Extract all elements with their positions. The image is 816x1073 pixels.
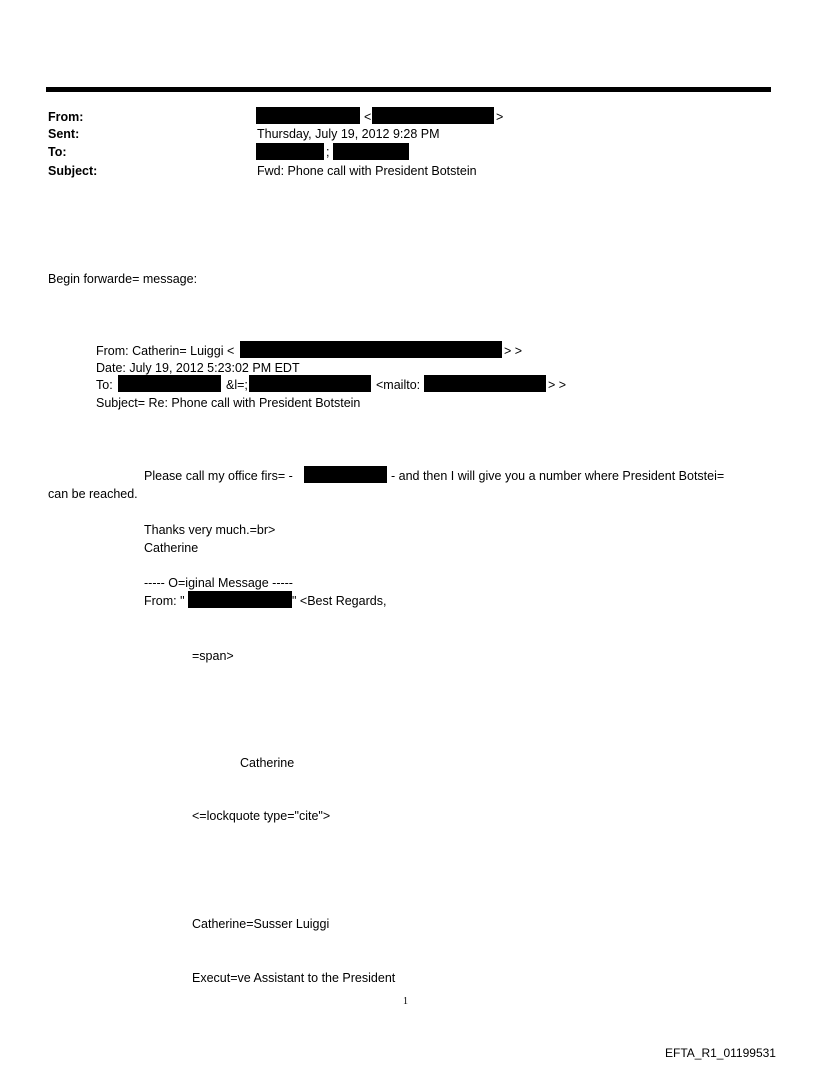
- redaction: [118, 375, 221, 392]
- document-id: EFTA_R1_01199531: [665, 1046, 776, 1060]
- signature-title: Execut=ve Assistant to the President: [192, 971, 396, 985]
- original-message-header: ----- O=iginal Message -----: [144, 576, 293, 590]
- call-line-c: can be reached.: [48, 487, 138, 501]
- redaction: [188, 591, 292, 608]
- fwd-to-tail: > >: [548, 378, 567, 392]
- subject-label: Subject:: [48, 164, 98, 178]
- signature-second: Catherine: [240, 756, 295, 770]
- orig-from-b: " <Best Regards,: [292, 594, 387, 608]
- sent-label: Sent:: [48, 127, 80, 141]
- call-line-b: - and then I will give you a number where President Botstei=: [391, 469, 725, 483]
- begin-forward: Begin forwarde= message:: [48, 272, 198, 286]
- to-label: To:: [48, 145, 67, 159]
- fwd-mailto: <mailto:: [376, 378, 421, 392]
- fwd-date: Date: July 19, 2012 5:23:02 PM EDT: [96, 361, 300, 375]
- subject-value: Fwd: Phone call with President Botstein: [257, 164, 477, 178]
- redaction: [249, 375, 371, 392]
- orig-from-a: From: ": [144, 594, 185, 608]
- fwd-subject: Subject= Re: Phone call with President Botstein: [96, 396, 361, 410]
- redaction: [256, 107, 360, 124]
- fwd-to-label: To:: [96, 378, 113, 392]
- signature-fullname: Catherine=Susser Luiggi: [192, 917, 330, 931]
- sent-value: Thursday, July 19, 2012 9:28 PM: [257, 127, 440, 141]
- call-line-a: Please call my office firs= -: [144, 469, 293, 483]
- redaction: [333, 143, 409, 160]
- from-lt: <: [364, 110, 372, 124]
- signature-first: Catherine: [144, 541, 199, 555]
- span-fragment: =span>: [192, 649, 234, 663]
- redaction: [304, 466, 387, 483]
- fwd-from-tail: > >: [504, 344, 523, 358]
- fwd-to-mid: &l=;: [226, 378, 248, 392]
- from-label: From:: [48, 110, 84, 124]
- page-number: 1: [403, 996, 408, 1007]
- fwd-from: From: Catherin= Luiggi <: [96, 344, 235, 358]
- from-gt: >: [496, 110, 504, 124]
- header-rule: [46, 87, 771, 92]
- blockquote-fragment: <=lockquote type="cite">: [192, 809, 331, 823]
- to-separator: ;: [326, 145, 330, 159]
- redaction: [240, 341, 502, 358]
- thanks-line: Thanks very much.=br>: [144, 523, 276, 537]
- redaction: [424, 375, 546, 392]
- redaction: [256, 143, 324, 160]
- redaction: [372, 107, 494, 124]
